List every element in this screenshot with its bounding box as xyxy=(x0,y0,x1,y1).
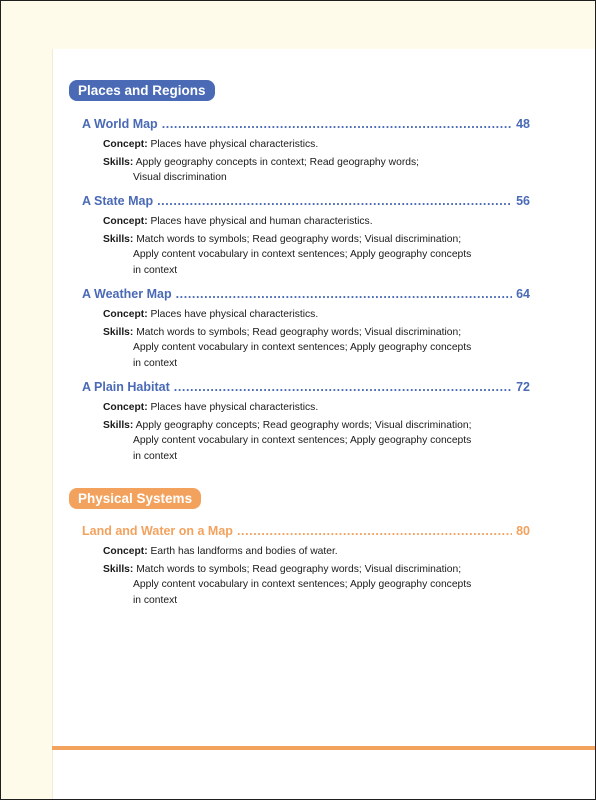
toc-entry[interactable] xyxy=(82,380,530,464)
concept-line xyxy=(103,307,530,323)
concept-text: Places have physical characteristics. xyxy=(150,309,319,320)
concept-text: Earth has landforms and bodies of water. xyxy=(150,546,338,557)
skills-label: Skills: xyxy=(103,563,134,575)
toc-entry-title: Land and Water on a Map xyxy=(82,524,233,538)
concept-label: Concept: xyxy=(103,402,148,413)
skills-text: Apply content vocabulary in context sentences; Apply geography concepts xyxy=(133,342,472,353)
dot-leader xyxy=(162,117,512,131)
skills-label: Skills: xyxy=(103,233,134,245)
skills-label: Skills: xyxy=(103,419,134,431)
dot-leader xyxy=(174,380,512,394)
toc-entry-description xyxy=(103,137,530,186)
dot-leader xyxy=(157,194,512,208)
concept-label: Concept: xyxy=(103,309,148,320)
skills-text: Visual discrimination xyxy=(133,172,227,183)
toc-entry-title: A Weather Map xyxy=(82,287,172,301)
concept-label: Concept: xyxy=(103,139,148,150)
skills-line xyxy=(103,562,530,578)
toc-entry[interactable] xyxy=(82,194,530,278)
skills-text: Match words to symbols; Read geography words; Visual discrimination; xyxy=(136,233,462,245)
toc-entry[interactable] xyxy=(82,117,530,186)
skills-text: Match words to symbols; Read geography words; Visual discrimination; xyxy=(136,563,462,575)
concept-line xyxy=(103,400,530,416)
toc-entry-page: 80 xyxy=(516,524,530,538)
toc-entry-title-row xyxy=(82,287,530,305)
skills-text: Apply geography concepts; Read geography words; Visual discrimination; xyxy=(135,419,472,431)
toc-entry-description xyxy=(103,544,530,608)
skills-text: Apply content vocabulary in context sentences; Apply geography concepts xyxy=(133,249,472,260)
skills-text: Apply geography concepts in context; Read geography words; xyxy=(135,156,419,168)
skills-text: Match words to symbols; Read geography words; Visual discrimination; xyxy=(136,326,462,338)
skills-line xyxy=(103,155,530,171)
toc-entry-page: 64 xyxy=(516,287,530,301)
toc-entry-page: 48 xyxy=(516,117,530,131)
toc-entry-page: 72 xyxy=(516,380,530,394)
skills-text: in context xyxy=(133,594,178,606)
toc-entry[interactable] xyxy=(82,287,530,371)
concept-line xyxy=(103,214,530,230)
toc-entry-description xyxy=(103,400,530,464)
toc-entry-title-row xyxy=(82,380,530,398)
skills-line xyxy=(103,232,530,248)
toc-entry[interactable] xyxy=(82,524,530,608)
skills-text: Apply content vocabulary in context sentences; Apply geography concepts xyxy=(133,435,472,446)
section-heading-physical-systems: Physical Systems xyxy=(69,488,201,509)
skills-text: Apply content vocabulary in context sentences; Apply geography concepts xyxy=(133,579,472,590)
skills-text: in context xyxy=(133,264,178,276)
skills-text: in context xyxy=(133,450,178,462)
concept-line xyxy=(103,137,530,153)
skills-line xyxy=(103,418,530,434)
skills-text: in context xyxy=(133,357,178,369)
toc-entry-title-row xyxy=(82,194,530,212)
toc-entry-page: 56 xyxy=(516,194,530,208)
concept-text: Places have physical characteristics. xyxy=(150,402,319,413)
concept-label: Concept: xyxy=(103,216,148,227)
toc-entry-title: A State Map xyxy=(82,194,154,208)
toc-entry-title-row xyxy=(82,524,530,542)
concept-label: Concept: xyxy=(103,546,148,557)
toc-entry-title-row xyxy=(82,117,530,135)
toc-entry-description xyxy=(103,214,530,278)
toc-entry-title: A Plain Habitat xyxy=(82,380,170,394)
toc-entry-title: A World Map xyxy=(82,117,158,131)
dot-leader xyxy=(237,524,512,538)
bottom-rule xyxy=(52,746,596,750)
skills-label: Skills: xyxy=(103,326,134,338)
skills-line xyxy=(103,325,530,341)
concept-text: Places have physical characteristics. xyxy=(150,139,319,150)
concept-text: Places have physical and human characteristics. xyxy=(150,216,373,227)
concept-line xyxy=(103,544,530,560)
section-heading-places-and-regions: Places and Regions xyxy=(69,80,215,101)
toc-entry-description xyxy=(103,307,530,371)
dot-leader xyxy=(176,287,512,301)
skills-label: Skills: xyxy=(103,156,134,168)
